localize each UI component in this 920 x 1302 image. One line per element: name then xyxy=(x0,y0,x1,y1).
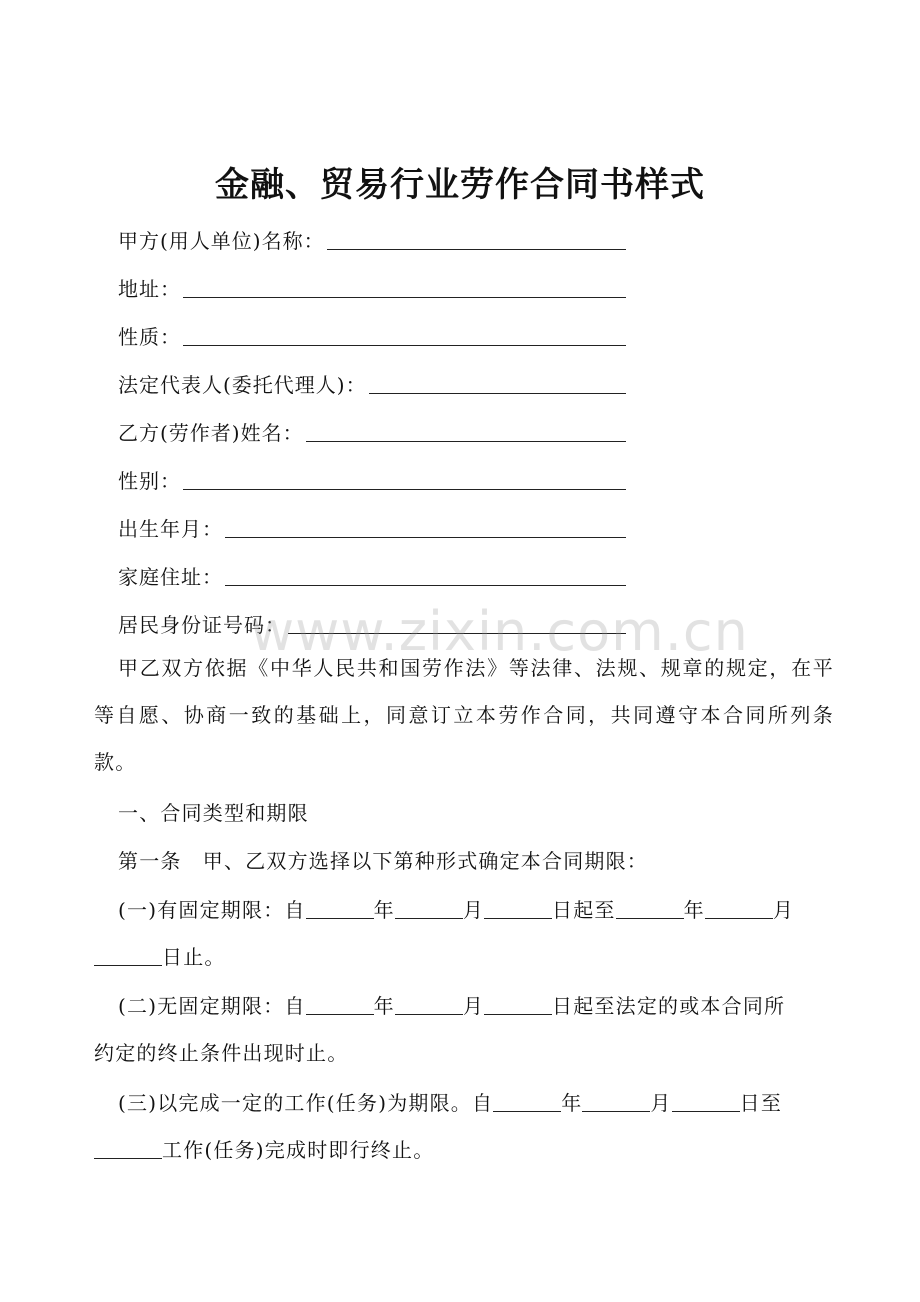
fill-in-blank xyxy=(327,249,626,250)
field-employer-name xyxy=(118,220,626,256)
field-address xyxy=(118,268,626,304)
intro-paragraph: 甲乙双方依据《中华人民共和国劳作法》等法律、法规、规章的规定，在平等自愿、协商一致的基础上，同意订立本劳作合同，共同遵守本合同所列条款。 xyxy=(94,656,834,774)
option-text: 年 xyxy=(373,898,395,922)
option-text: (三)以完成一定的工作(任务)为期限。自 xyxy=(118,1091,494,1115)
blank xyxy=(306,898,374,919)
field-worker-name xyxy=(118,412,626,448)
option-text: 月 xyxy=(462,898,485,922)
field-label: 甲方(用人单位)名称： xyxy=(118,229,325,253)
option-text: (一)有固定期限：自 xyxy=(118,898,306,922)
option-3-line-1 xyxy=(118,1088,782,1118)
section-heading: 一、合同类型和期限 xyxy=(118,801,309,825)
blank xyxy=(94,1138,162,1159)
fill-in-blank xyxy=(183,489,626,490)
option-text: 工作(任务)完成时即行终止。 xyxy=(162,1138,435,1162)
fill-in-blank xyxy=(225,537,626,538)
blank xyxy=(395,994,463,1015)
blank xyxy=(616,898,684,919)
blank xyxy=(484,994,552,1015)
field-label: 性质： xyxy=(118,325,181,349)
article-1: 第一条 甲、乙双方选择以下第种形式确定本合同期限： xyxy=(118,849,648,873)
option-text: 年 xyxy=(561,1091,583,1115)
fill-in-blank xyxy=(183,345,626,346)
option-2-line-1 xyxy=(118,991,785,1021)
blank xyxy=(395,898,463,919)
option-text: 日起至法定的或本合同所 xyxy=(552,994,786,1018)
option-text: 年 xyxy=(373,994,395,1018)
blank xyxy=(705,898,773,919)
option-1-line-1 xyxy=(118,895,794,925)
field-gender xyxy=(118,460,626,496)
option-text: 日止。 xyxy=(162,945,226,969)
field-label: 法定代表人(委托代理人)： xyxy=(118,373,367,397)
option-3-line-2 xyxy=(94,1135,434,1165)
field-label: 居民身份证号码： xyxy=(118,613,286,637)
field-legal-representative xyxy=(118,364,626,400)
fill-in-blank xyxy=(369,393,626,394)
option-2-line-2: 约定的终止条件出现时止。 xyxy=(94,1041,349,1065)
option-text: 月 xyxy=(772,898,795,922)
option-text: 月 xyxy=(650,1091,672,1115)
document-title: 金融、贸易行业劳作合同书样式 xyxy=(215,165,705,205)
field-label: 乙方(劳作者)姓名： xyxy=(118,421,304,445)
blank xyxy=(94,945,162,966)
field-label: 家庭住址： xyxy=(118,565,223,589)
blank xyxy=(306,994,374,1015)
fill-in-blank xyxy=(183,297,626,298)
blank xyxy=(582,1091,650,1112)
field-nature xyxy=(118,316,626,352)
blank xyxy=(672,1091,740,1112)
option-1-line-2 xyxy=(94,942,226,972)
option-text: 月 xyxy=(462,994,485,1018)
field-home-address xyxy=(118,556,626,592)
blank xyxy=(484,898,552,919)
option-text: 日至 xyxy=(739,1091,783,1115)
fill-in-blank xyxy=(306,441,626,442)
option-text: 日起至 xyxy=(552,898,616,922)
field-label: 性别： xyxy=(118,469,181,493)
fill-in-blank xyxy=(225,585,626,586)
watermark: www.zixin.com.cn xyxy=(250,600,749,663)
field-label: 地址： xyxy=(118,277,181,301)
blank xyxy=(493,1091,561,1112)
field-label: 出生年月： xyxy=(118,517,223,541)
option-text: (二)无固定期限：自 xyxy=(118,994,306,1018)
option-text: 年 xyxy=(683,898,705,922)
field-birth-date xyxy=(118,508,626,544)
